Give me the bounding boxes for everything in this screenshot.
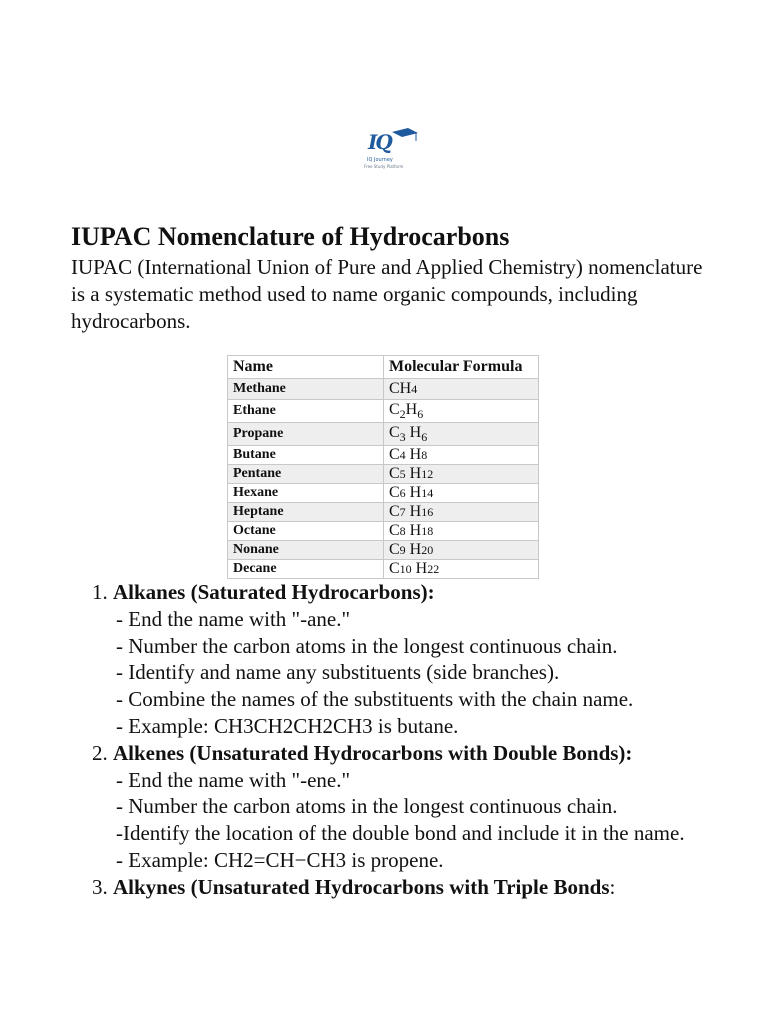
compound-name: Octane [228, 522, 384, 541]
table-row [228, 503, 539, 522]
table-row [228, 379, 539, 400]
formula-carbon-count: 5 [399, 467, 406, 481]
section-line: - Example: CH3CH2CH2CH3 is butane. [116, 713, 459, 738]
section-line: - Number the carbon atoms in the longest continuous chain. [116, 794, 618, 819]
formula-hydrogen: H [411, 560, 428, 577]
table-row [228, 560, 539, 579]
formula-hydrogen: H [405, 423, 422, 441]
compound-name: Ethane [228, 400, 384, 423]
section-heading [92, 740, 752, 767]
nomenclature-list [92, 579, 752, 901]
compound-name: Decane [228, 560, 384, 579]
formula-hydrogen-count: 14 [421, 486, 434, 500]
formula-hydrogen: H [405, 484, 422, 501]
formula-carbon: C [389, 484, 400, 501]
molecular-formula [384, 560, 539, 579]
formula-carbon-count: 4 [399, 448, 406, 462]
formula-carbon: C [389, 503, 400, 520]
logo-letters: IQ [368, 130, 391, 154]
formula-carbon: C [389, 522, 400, 539]
formula-hydrogen-count: 22 [427, 562, 440, 576]
formula-hydrogen: H [405, 400, 418, 418]
formula-carbon: C [389, 400, 400, 418]
compound-name: Hexane [228, 484, 384, 503]
formula-carbon-count: 10 [399, 562, 412, 576]
molecular-formula [384, 503, 539, 522]
hydrocarbon-table [227, 355, 539, 579]
section-heading [92, 579, 752, 606]
formula-carbon-count: 3 [399, 429, 406, 444]
logo-name: IQ Journey [367, 157, 393, 163]
logo-tagline: Free Study Platform [364, 164, 404, 169]
section-line: - End the name with "-ane." [116, 606, 351, 631]
formula-hydrogen: H [405, 541, 422, 558]
compound-name: Nonane [228, 541, 384, 560]
section-heading [92, 874, 752, 901]
formula-hydrogen-count: 4 [411, 382, 418, 396]
compound-name: Methane [228, 379, 384, 400]
formula-hydrogen: H [405, 522, 422, 539]
table-row [228, 465, 539, 484]
table-row [228, 423, 539, 446]
formula-carbon-count: 7 [399, 505, 406, 519]
section-line: - Example: CH2=CH−CH3 is propene. [116, 847, 444, 872]
compound-name: Butane [228, 446, 384, 465]
section-line: - Combine the names of the substituents with the chain name. [116, 687, 634, 712]
formula-carbon-count: 2 [399, 406, 406, 421]
molecular-formula [384, 423, 539, 446]
formula-hydrogen-count: 20 [421, 543, 434, 557]
section-title: Alkynes (Unsaturated Hydrocarbons with Triple Bonds [113, 874, 610, 899]
formula-carbon-count: 9 [399, 543, 406, 557]
formula-hydrogen: H [405, 446, 422, 463]
formula-hydrogen-count: 6 [421, 429, 428, 444]
logo [358, 128, 422, 178]
section-line: -Identify the location of the double bond and include it in the name. [116, 821, 685, 846]
molecular-formula [384, 446, 539, 465]
page-title: IUPAC Nomenclature of Hydrocarbons [71, 222, 510, 251]
formula-carbon: C [389, 560, 400, 577]
formula-hydrogen-count: 18 [421, 524, 434, 538]
formula-carbon: C [389, 465, 400, 482]
formula-hydrogen-count: 6 [417, 406, 424, 421]
section-title: Alkanes (Saturated Hydrocarbons): [113, 580, 435, 604]
formula-carbon: C [389, 446, 400, 463]
table-row [228, 400, 539, 423]
section-title: Alkenes (Unsaturated Hydrocarbons with Double Bonds): [113, 740, 633, 765]
formula-hydrogen-count: 12 [421, 467, 434, 481]
compound-name: Heptane [228, 503, 384, 522]
table-row [228, 541, 539, 560]
section-line: - Identify and name any substituents (side branches). [116, 660, 560, 685]
formula-hydrogen: H [405, 503, 422, 520]
table-row [228, 522, 539, 541]
formula-carbon-count: 6 [399, 486, 406, 500]
molecular-formula [384, 465, 539, 484]
compound-name: Pentane [228, 465, 384, 484]
molecular-formula [384, 541, 539, 560]
section-title-trailing: : [609, 874, 616, 899]
formula-hydrogen-count: 8 [421, 448, 428, 462]
compound-name: Propane [228, 423, 384, 446]
section-number: 1. [92, 580, 108, 604]
section-line: - Number the carbon atoms in the longest continuous chain. [116, 633, 618, 658]
section-number: 3. [92, 874, 108, 899]
formula-carbon: CH [389, 380, 412, 397]
section-number: 2. [92, 740, 108, 765]
formula-carbon: C [389, 541, 400, 558]
molecular-formula [384, 400, 539, 423]
table-row [228, 446, 539, 465]
formula-carbon-count: 8 [399, 524, 406, 538]
table-header-formula: Molecular Formula [384, 356, 539, 379]
intro-paragraph: IUPAC (International Union of Pure and Applied Chemistry) nomenclature is a systematic method used to name organic compounds, including hydrocarbons. [71, 255, 703, 333]
molecular-formula [384, 522, 539, 541]
table-header-name: Name [228, 356, 384, 379]
table-row [228, 484, 539, 503]
formula-hydrogen-count: 16 [421, 505, 434, 519]
table-body [228, 379, 539, 579]
molecular-formula [384, 484, 539, 503]
formula-hydrogen: H [405, 465, 422, 482]
section-line: - End the name with "-ene." [116, 767, 351, 792]
formula-carbon: C [389, 423, 400, 441]
molecular-formula [384, 379, 539, 400]
